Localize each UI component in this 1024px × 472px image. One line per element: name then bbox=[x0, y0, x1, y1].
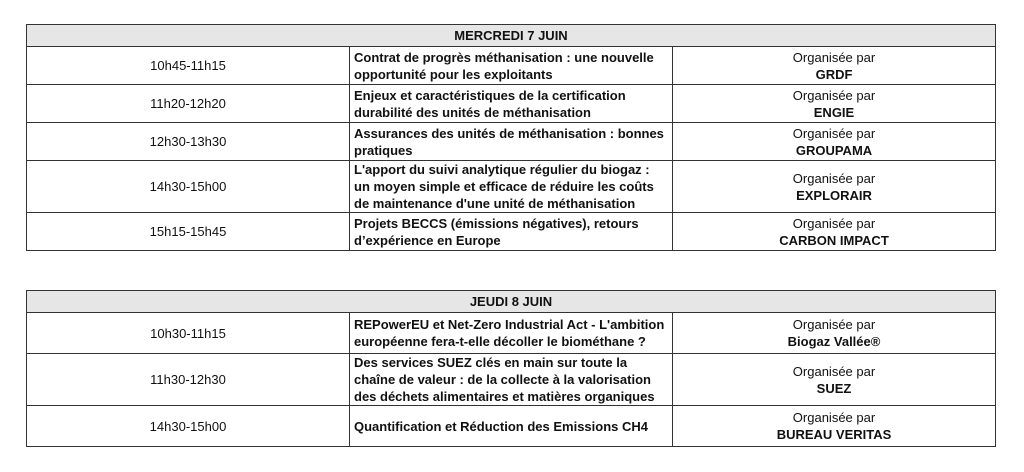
organizer-name: ENGIE bbox=[813, 104, 855, 120]
organizer-label: Organisée par bbox=[792, 125, 876, 141]
organizer-name: SUEZ bbox=[816, 380, 852, 396]
session-time: 15h15-15h45 bbox=[27, 213, 350, 251]
organizer-label: Organisée par bbox=[792, 170, 876, 186]
day-title: JEUDI 8 JUIN bbox=[27, 291, 996, 313]
organizer-name: GROUPAMA bbox=[795, 142, 873, 158]
session-topic: Enjeux et caractéristiques de la certification durabilité des unités de méthanisation bbox=[350, 85, 673, 123]
session-organizer bbox=[673, 161, 996, 213]
organizer-name: Biogaz Vallée® bbox=[787, 334, 881, 349]
session-topic: Des services SUEZ clés en main sur toute la chaîne de valeur : de la collecte à la valorisation des déchets alimentaires et matières organiques bbox=[350, 354, 673, 406]
session-time: 12h30-13h30 bbox=[27, 123, 350, 161]
session-organizer bbox=[673, 354, 996, 406]
session-topic: Projets BECCS (émissions négatives), retours d’expérience en Europe bbox=[350, 213, 673, 251]
session-row bbox=[27, 85, 996, 123]
session-organizer bbox=[673, 406, 996, 447]
day-header-row bbox=[27, 25, 996, 47]
session-organizer bbox=[673, 213, 996, 251]
session-topic: Quantification et Réduction des Emissions CH4 bbox=[350, 406, 673, 447]
session-row bbox=[27, 161, 996, 213]
organizer-label: Organisée par bbox=[792, 49, 876, 65]
day-table-wednesday bbox=[26, 24, 996, 251]
day-title: MERCREDI 7 JUIN bbox=[27, 25, 996, 47]
session-topic: Assurances des unités de méthanisation : bonnes pratiques bbox=[350, 123, 673, 161]
organizer-label: Organisée par bbox=[792, 363, 876, 379]
session-organizer bbox=[673, 123, 996, 161]
session-organizer bbox=[673, 313, 996, 354]
session-time: 10h45-11h15 bbox=[27, 47, 350, 85]
session-row bbox=[27, 213, 996, 251]
organizer-label: Organisée par bbox=[792, 410, 876, 425]
session-topic: Contrat de progrès méthanisation : une nouvelle opportunité pour les exploitants bbox=[350, 47, 673, 85]
day-table-thursday bbox=[26, 290, 996, 447]
session-row bbox=[27, 47, 996, 85]
session-row bbox=[27, 354, 996, 406]
session-row bbox=[27, 313, 996, 354]
organizer-name: BUREAU VERITAS bbox=[776, 427, 892, 442]
session-time: 11h30-12h30 bbox=[27, 354, 350, 406]
session-organizer bbox=[673, 47, 996, 85]
organizer-name: EXPLORAIR bbox=[796, 187, 872, 203]
session-topic: L'apport du suivi analytique régulier du biogaz : un moyen simple et efficace de réduire les coûts de maintenance d'une unité de méthanisation bbox=[350, 161, 673, 213]
organizer-label: Organisée par bbox=[792, 215, 876, 231]
organizer-name: CARBON IMPACT bbox=[779, 232, 889, 248]
session-time: 14h30-15h00 bbox=[27, 161, 350, 213]
session-time: 11h20-12h20 bbox=[27, 85, 350, 123]
organizer-name: GRDF bbox=[815, 66, 853, 82]
session-row bbox=[27, 123, 996, 161]
session-time: 10h30-11h15 bbox=[27, 313, 350, 354]
day-header-row bbox=[27, 291, 996, 313]
organizer-label: Organisée par bbox=[792, 317, 876, 332]
session-row bbox=[27, 406, 996, 447]
session-organizer bbox=[673, 85, 996, 123]
session-topic: REPowerEU et Net-Zero Industrial Act - L'ambition européenne fera-t-elle décoller le biométhane ? bbox=[350, 313, 673, 354]
organizer-label: Organisée par bbox=[792, 87, 876, 103]
session-time: 14h30-15h00 bbox=[27, 406, 350, 447]
